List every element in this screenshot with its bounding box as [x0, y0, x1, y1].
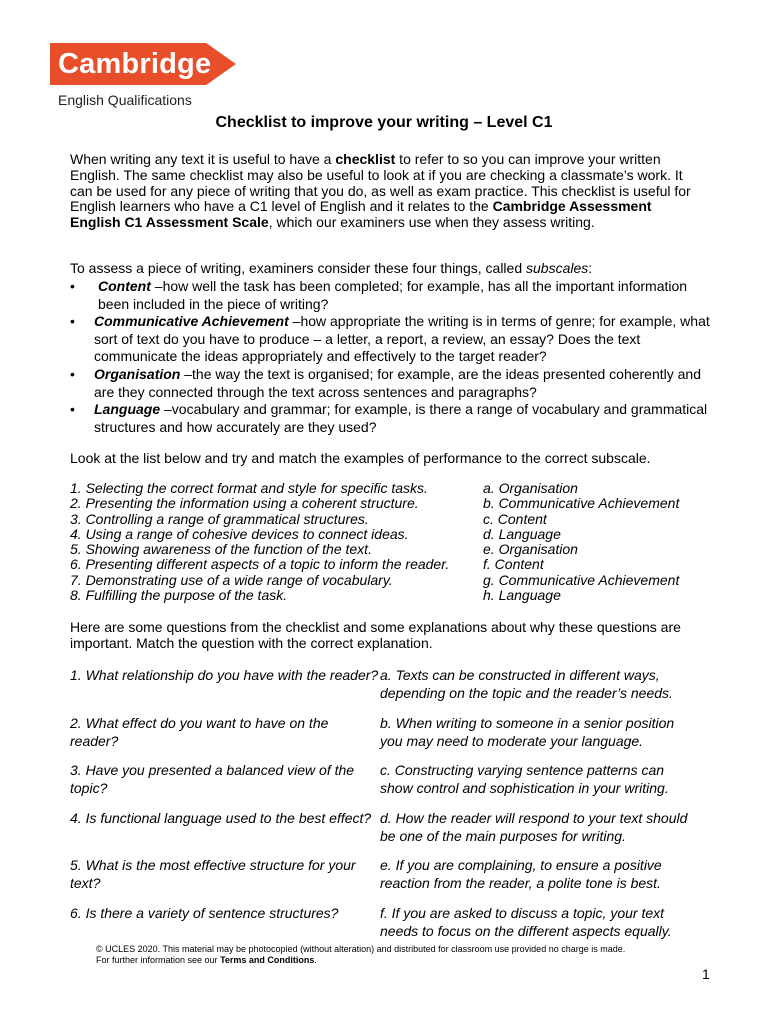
list-item [70, 527, 710, 542]
question-explanation: d. How the reader will respond to your text should be one of the main purposes for writing. [380, 809, 688, 844]
list-item [70, 401, 710, 436]
list-item [70, 573, 710, 588]
question-explanation: a. Texts can be constructed in different ways, depending on the topic and the reader’s needs. [380, 667, 673, 701]
question-explanation: e. If you are complaining, to ensure a positive reaction from the reader, a polite tone is best. [380, 857, 662, 891]
performance-example: 6. Presenting different aspects of a topic to inform the reader. [70, 556, 450, 573]
bullet-icon: • [70, 365, 75, 382]
terms-link[interactable]: Terms and Conditions [220, 955, 315, 965]
performance-example: 7. Demonstrating use of a wide range of vocabulary. [70, 571, 393, 588]
performance-example: 8. Fulfilling the purpose of the task. [70, 587, 288, 604]
table-row [70, 809, 710, 845]
copyright-line: © UCLES 2020. This material may be photocopied (without alteration) and distributed for classroom use provided no charge is made. [96, 944, 626, 954]
bullet-icon: • [70, 313, 75, 330]
list-item [70, 557, 710, 572]
table-row [70, 761, 710, 797]
match2-lead: Here are some questions from the checklist and some explanations about why these questions are important. Match the question with the correct explanation. [70, 619, 681, 651]
assess-lead-subscales: subscales [526, 260, 589, 276]
list-item [70, 588, 710, 603]
page-title: Checklist to improve your writing – Level C1 [215, 114, 553, 131]
bullet-icon: • [70, 278, 75, 294]
page-number: 1 [702, 966, 710, 982]
intro-text: to refer to so you can improve your written English. The same checklist may also be useful to look at if you are checking a classmate’s work. It can be used for any piece of writing that you do, as well as exam practice. This checklist is useful for English learners who have a C1 level of English and it relates to the [70, 151, 691, 215]
checklist-question: 5. What is the most effective structure for your text? [70, 857, 356, 891]
terms-text: For further information see our [96, 955, 221, 965]
terms-line [96, 955, 625, 966]
list-item [70, 481, 710, 496]
subscale-desc: –how well the task has been completed; for example, has all the important information been included in the piece of writing? [98, 278, 688, 312]
terms-period: . [314, 955, 317, 965]
intro-bold-checklist: checklist [335, 151, 396, 167]
logo-subtitle: English Qualifications [58, 92, 192, 108]
cambridge-logo [50, 43, 240, 113]
question-explanation: f. If you are asked to discuss a topic, your text needs to focus on the different aspects equally. [380, 904, 672, 939]
subscale-option: b. Communicative Achievement [483, 495, 680, 512]
subscale-option: e. Organisation [483, 541, 578, 558]
performance-example: 1. Selecting the correct format and style for specific tasks. [70, 480, 428, 496]
match1-lead: Look at the list below and try and match the examples of performance to the correct subscale. [70, 450, 651, 466]
assess-lead-colon: : [588, 260, 593, 276]
checklist-question: 1. What relationship do you have with the reader? [70, 667, 379, 683]
performance-example: 3. Controlling a range of grammatical structures. [70, 510, 369, 527]
intro-text: , which our examiners use when they assess writing. [268, 214, 595, 231]
table-row [70, 666, 710, 702]
intro-paragraph [70, 152, 700, 231]
assess-lead [70, 261, 700, 277]
checklist-question: 2. What effect do you want to have on the reader? [70, 714, 329, 749]
intro-bold-scale: Cambridge Assessment English C1 Assessment Scale [70, 198, 652, 231]
copyright-footer [96, 944, 625, 966]
table-row [70, 856, 710, 892]
logo-wordmark: Cambridge [58, 48, 212, 80]
checklist-question: 6. Is there a variety of sentence structures? [70, 904, 339, 921]
subscale-option: d. Language [483, 525, 561, 542]
subscale-desc: –how appropriate the writing is in terms of genre; for example, what sort of text do you have to produce – a letter, a report, a review, an essay? Does the text communicate the ideas appropriately and effectively to the target reader? [94, 313, 710, 365]
checklist-question: 3. Have you presented a balanced view of the topic? [70, 762, 355, 796]
subscale-term: Communicative Achievement [94, 313, 289, 330]
subscale-option: g. Communicative Achievement [483, 571, 680, 588]
subscale-option: h. Language [483, 587, 561, 604]
subscale-option: a. Organisation [483, 480, 578, 496]
list-item [70, 496, 710, 511]
performance-example: 4. Using a range of cohesive devices to connect ideas. [70, 525, 409, 542]
question-explanation: b. When writing to someone in a senior position you may need to moderate your language. [380, 714, 675, 749]
list-item [70, 366, 710, 401]
list-item [70, 278, 710, 313]
list-item [70, 512, 710, 527]
table-row [70, 714, 710, 750]
subscale-term: Organisation [94, 365, 181, 382]
subscale-term: Content [98, 278, 151, 294]
assess-lead-text: To assess a piece of writing, examiners consider these four things, called [70, 260, 527, 276]
performance-example: 5. Showing awareness of the function of the text. [70, 541, 372, 558]
bullet-icon: • [70, 401, 75, 418]
match1-list [70, 481, 710, 603]
intro-text: When writing any text it is useful to have a [70, 151, 336, 167]
match2-grid [70, 666, 710, 951]
checklist-question: 4. Is functional language used to the best effect? [70, 809, 372, 826]
subscale-option: c. Content [483, 510, 547, 527]
subscale-list [70, 278, 710, 436]
subscale-option: f. Content [483, 556, 544, 573]
list-item [70, 313, 710, 366]
subscale-term: Language [94, 401, 161, 418]
subscale-desc: –vocabulary and grammar; for example, is there a range of vocabulary and grammatical structures and how accurately are they used? [94, 401, 708, 435]
question-explanation: c. Constructing varying sentence patterns can show control and sophistication in your writing. [380, 762, 669, 796]
table-row [70, 904, 710, 940]
subscale-desc: –the way the text is organised; for example, are the ideas presented coherently and are they connected through the text across sentences and paragraphs? [94, 365, 702, 400]
list-item [70, 542, 710, 557]
performance-example: 2. Presenting the information using a coherent structure. [70, 495, 419, 512]
